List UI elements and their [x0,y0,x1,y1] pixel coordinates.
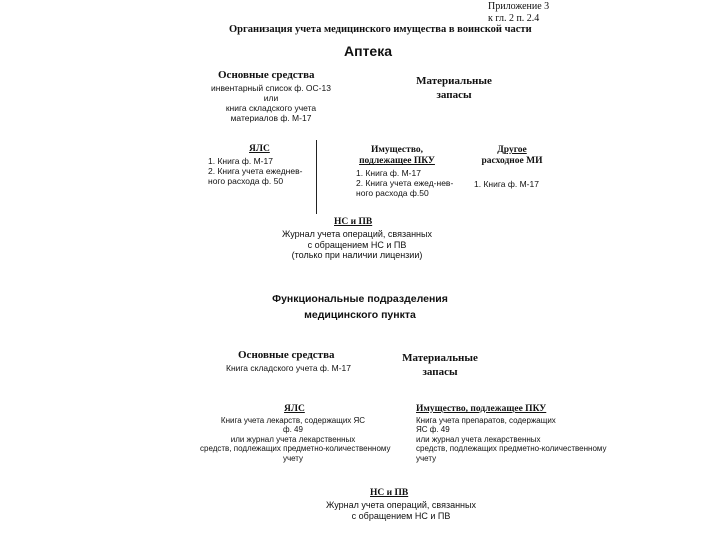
record-line: ф. 49 [283,425,303,435]
pharmacy-pku-title [342,145,452,167]
record-line: книга складского учета [225,103,317,114]
pharmacy-material-stocks-title [404,74,504,103]
unit-yals-records [200,416,391,463]
appendix-line-1: Приложение 3 [488,1,550,12]
pharmacy-heading: Аптека [344,43,393,59]
title-line: Материальные [402,352,478,364]
record-line: или [263,93,279,104]
unit-ns-pv-title: НС и ПВ [370,488,409,498]
column-divider [316,140,317,214]
record-line: учету [282,453,304,463]
unit-fixed-assets-title: Основные средства [238,349,335,361]
document-title: Организация учета медицинского имущества в воинской части [229,24,532,35]
record-line: ЯС ф. 49 [416,425,450,435]
unit-pku-records [416,416,607,463]
record-line: материалов ф. М-17 [230,113,312,124]
pharmacy-other-title [462,145,562,167]
title-line: подлежащее ПКУ [359,156,435,167]
title-line: Материальные [416,75,492,87]
unit-fixed-assets-records [226,363,351,373]
title-line: Имущество, [370,145,424,155]
title-line: запасы [436,89,472,102]
appendix-line-2: к гл. 2 п. 2.4 [488,13,540,24]
record-line: с обращением НС и ПВ [307,239,407,250]
record-line: или журнал учета лекарственных [230,434,356,444]
record-line: 1. Книга ф. М-17 [356,168,421,178]
record-line: инвентарный список ф. ОС-13 [211,83,331,93]
record-line: средств, подлежащих предметно-количественному [416,444,607,454]
heading-line: медицинского пункта [304,309,416,322]
record-line: (только при наличии лицензии) [291,250,423,261]
record-line: ного расхода ф.50 [356,188,429,199]
heading-line: Функциональные подразделения [272,293,448,305]
pharmacy-ns-pv-title: НС и ПВ [334,217,373,227]
record-line: Книга учета лекарств, содержащих ЯС [220,416,366,425]
record-line: 2. Книга учета ежед-нев- [356,178,454,189]
record-line: с обращением НС и ПВ [351,510,451,521]
record-line: учету [416,453,437,463]
unit-pku-title: Имущество, подлежащее ПКУ [416,404,547,414]
pharmacy-yals-records [208,156,302,186]
record-line: 2. Книга учета ежеднев- [208,166,303,177]
pharmacy-ns-pv-records [260,229,454,261]
record-line: Книга складского учета ф. М-17 [226,363,351,373]
record-line: 1. Книга ф. М-17 [208,156,273,166]
unit-material-stocks-title [390,351,490,380]
pharmacy-pku-records [356,168,453,198]
record-line: Журнал учета операций, связанных [282,229,432,239]
record-line: Журнал учета операций, связанных [326,500,476,510]
pharmacy-fixed-assets-title: Основные средства [218,69,315,81]
title-line: запасы [422,366,458,379]
pharmacy-yals-title: ЯЛС [249,144,270,154]
medical-unit-heading [220,291,500,324]
unit-ns-pv-records [296,500,506,521]
title-line: расходное МИ [481,156,543,167]
title-line: Другое [497,145,527,155]
record-line: средств, подлежащих предметно-количественному [200,444,391,454]
record-line: 1. Книга ф. М-17 [474,179,539,189]
record-line: ного расхода ф. 50 [208,176,284,187]
pharmacy-fixed-assets-records [196,83,346,123]
unit-yals-title: ЯЛС [284,404,305,414]
pharmacy-other-records [474,179,539,189]
record-line: или журнал учета лекарственных [416,434,541,444]
record-line: Книга учета препаратов, содержащих [416,416,556,425]
